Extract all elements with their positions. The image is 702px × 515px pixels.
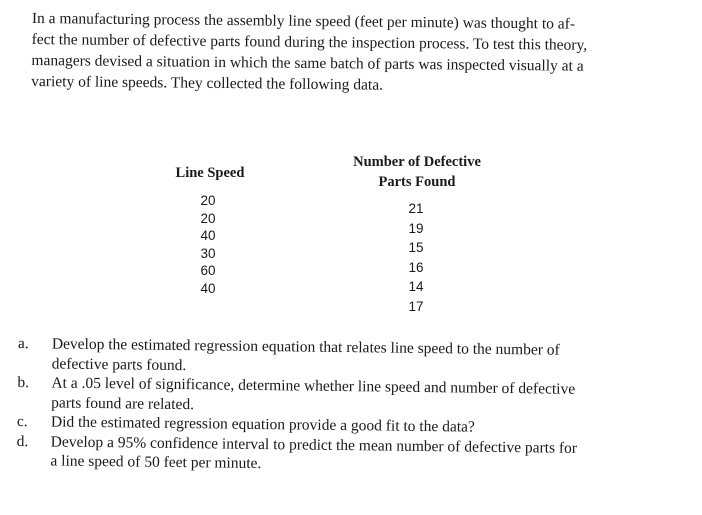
question-text-line: Develop the estimated regression equation that relates line speed to the number of	[51, 335, 560, 359]
defective-parts-value: 19	[408, 220, 424, 236]
line-speed-value: 60	[200, 263, 216, 278]
intro-line: variety of line speeds. They collected the following data.	[31, 72, 384, 94]
intro-line: fect the number of defective parts found during the inspection process. To test this theory,	[31, 30, 588, 54]
defective-parts-value: 21	[408, 201, 424, 216]
question-text-line: a line speed of 50 feet per minute.	[50, 452, 262, 473]
defective-parts-header-line1: Number of Defective	[353, 154, 481, 170]
question-list	[12, 334, 682, 479]
defective-parts-value: 16	[408, 259, 424, 275]
question-text-line: defective parts found.	[51, 354, 187, 374]
intro-line: managers devised a situation in which the same batch of parts was inspected visually at a	[31, 51, 584, 75]
line-speed-value: 30	[200, 245, 216, 261]
defective-parts-header	[328, 152, 506, 192]
question-letter: a.	[17, 335, 29, 353]
line-speed-value: 40	[200, 280, 216, 296]
problem-intro	[31, 8, 682, 99]
defective-parts-value: 14	[408, 279, 424, 294]
question-text-line: Did the estimated regression equation provide a good fit to the data?	[50, 413, 475, 436]
defective-parts-value: 17	[408, 298, 424, 314]
question-letter: b.	[17, 374, 30, 392]
defective-parts-header-line2: Parts Found	[378, 174, 456, 190]
line-speed-value: 20	[200, 193, 216, 208]
intro-line: In a manufacturing process the assembly line speed (feet per minute) was thought to af-	[31, 9, 576, 33]
line-speed-column	[188, 192, 228, 297]
defective-parts-column	[396, 199, 436, 316]
question-text-line: At a .05 level of significance, determine whether line speed and number of defective	[51, 374, 576, 398]
question-text-line: Develop a 95% confidence interval to predict the mean number of defective parts for	[50, 432, 578, 457]
question-item	[12, 431, 680, 478]
data-table	[160, 150, 520, 320]
question-letter: c.	[16, 413, 28, 431]
defective-parts-value: 15	[408, 240, 424, 255]
question-text-line: parts found are related.	[51, 393, 195, 413]
question-letter: d.	[16, 432, 29, 450]
line-speed-value: 40	[200, 228, 216, 243]
line-speed-header: Line Speed	[175, 165, 245, 181]
line-speed-value: 20	[200, 210, 216, 226]
